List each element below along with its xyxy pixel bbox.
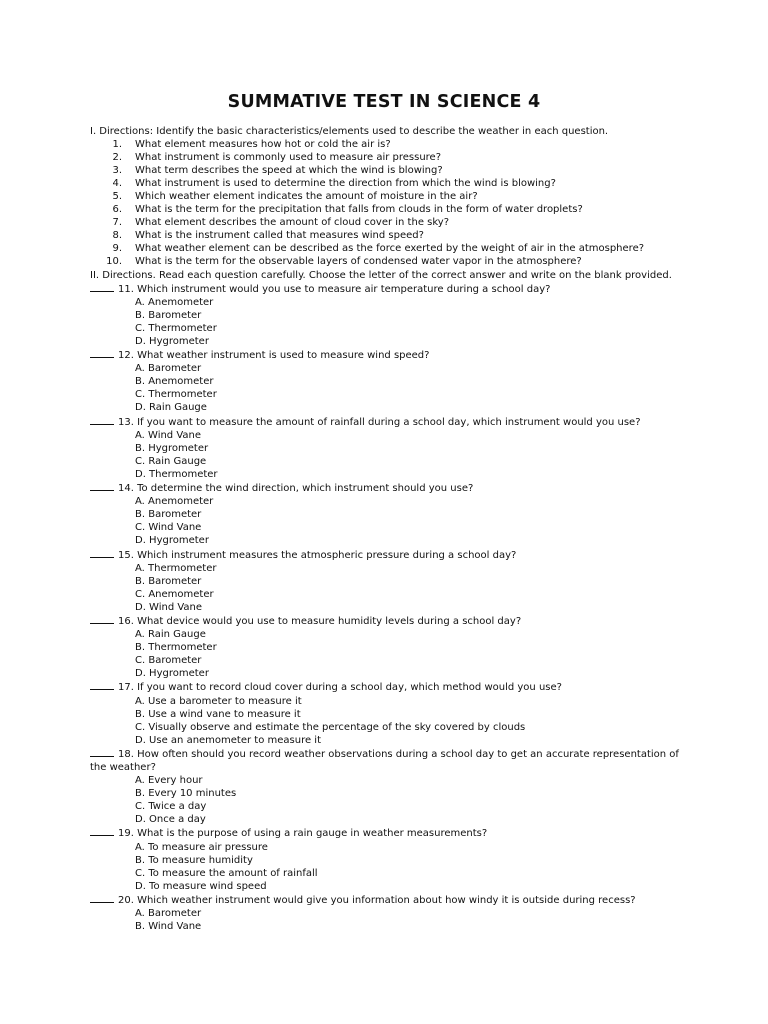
option-b: B. Use a wind vane to measure it: [135, 708, 301, 720]
item-text: What instrument is commonly used to measure air pressure?: [135, 151, 442, 163]
item-number: 9.: [112, 243, 122, 255]
question-14: [90, 481, 690, 495]
item-text: What is the term for the observable layers of condensed water vapor in the atmosphere?: [135, 256, 582, 268]
option-b: B. Barometer: [135, 309, 202, 321]
list-item: [90, 138, 690, 151]
question-20: [90, 893, 690, 907]
option-c: C. To measure the amount of rainfall: [135, 867, 318, 879]
list-item: [90, 229, 690, 242]
question-17: [90, 680, 690, 694]
list-item: [90, 164, 690, 177]
list-item: [90, 203, 690, 216]
option-c: C. Thermometer: [135, 322, 217, 334]
item-text: What term describes the speed at which the wind is blowing?: [135, 164, 443, 176]
test-body: [90, 125, 690, 934]
question-text: 18. How often should you record weather observations during a school day to get an accurate representation of the weather?: [90, 748, 679, 773]
item-text: What instrument is used to determine the direction from which the wind is blowing?: [135, 177, 556, 189]
option-c: C. Barometer: [135, 655, 202, 667]
part1-directions: I. Directions: Identify the basic characteristics/elements used to describe the weather in each question.: [90, 125, 609, 137]
item-number: 10.: [106, 256, 122, 268]
list-item: [90, 151, 690, 164]
option-a: A. Anemometer: [135, 496, 214, 508]
question-text: 16. What device would you use to measure humidity levels during a school day?: [118, 615, 522, 627]
item-number: 3.: [112, 164, 122, 176]
part2-directions: II. Directions. Read each question carefully. Choose the letter of the correct answer and write on the blank provided.: [90, 269, 672, 281]
item-text: What is the term for the precipitation that falls from clouds in the form of water droplets?: [135, 204, 583, 216]
option-b: B. Wind Vane: [135, 921, 202, 933]
option-a: A. Wind Vane: [135, 429, 202, 441]
answer-blank: [90, 680, 114, 690]
option-d: D. Hygrometer: [135, 535, 209, 547]
answer-blank: [90, 614, 114, 624]
option-a: A. Barometer: [135, 908, 202, 920]
item-text: What is the instrument called that measures wind speed?: [135, 230, 424, 242]
page-title: SUMMATIVE TEST IN SCIENCE 4: [227, 92, 541, 112]
option-c: C. Twice a day: [135, 801, 207, 813]
item-number: 2.: [112, 151, 122, 163]
option-a: A. Anemometer: [135, 296, 214, 308]
list-item: [90, 190, 690, 203]
option-d: D. Rain Gauge: [135, 402, 207, 414]
answer-blank: [90, 348, 114, 358]
option-a: A. Use a barometer to measure it: [135, 695, 302, 707]
option-d: D. Hygrometer: [135, 668, 209, 680]
question-16: [90, 614, 690, 628]
question-13: [90, 415, 690, 429]
option-d: D. To measure wind speed: [135, 880, 267, 892]
option-b: B. Hygrometer: [135, 442, 209, 454]
item-number: 1.: [112, 138, 122, 150]
answer-blank: [90, 481, 114, 491]
question-15: [90, 548, 690, 562]
question-12: [90, 348, 690, 362]
item-text: What element measures how hot or cold the air is?: [135, 138, 391, 150]
question-text: 14. To determine the wind direction, which instrument should you use?: [118, 483, 474, 495]
item-number: 8.: [112, 230, 122, 242]
item-number: 6.: [112, 204, 122, 216]
item-text: What weather element can be described as the force exerted by the weight of air in the atmosphere?: [135, 243, 645, 255]
option-b: B. Every 10 minutes: [135, 788, 237, 800]
option-c: C. Wind Vane: [135, 522, 202, 534]
option-a: A. Thermometer: [135, 562, 217, 574]
option-d: D. Wind Vane: [135, 601, 203, 613]
list-item: [90, 177, 690, 190]
list-item: [90, 242, 690, 255]
question-text: 11. Which instrument would you use to measure air temperature during a school day?: [118, 283, 551, 295]
answer-blank: [90, 826, 114, 836]
option-b: B. Barometer: [135, 575, 202, 587]
question-text: 17. If you want to record cloud cover during a school day, which method would you use?: [118, 682, 562, 694]
question-text: 15. Which instrument measures the atmospheric pressure during a school day?: [118, 549, 517, 561]
option-c: C. Thermometer: [135, 389, 217, 401]
list-item: [90, 216, 690, 229]
question-text: 13. If you want to measure the amount of rainfall during a school day, which instrument would you use?: [118, 416, 641, 428]
question-11: [90, 282, 690, 296]
answer-blank: [90, 548, 114, 558]
question-18: [90, 747, 690, 774]
question-text: 20. Which weather instrument would give you information about how windy it is outside during recess?: [118, 894, 636, 906]
option-a: A. Rain Gauge: [135, 629, 206, 641]
option-c: C. Rain Gauge: [135, 455, 207, 467]
question-19: [90, 826, 690, 840]
option-b: B. Anemometer: [135, 376, 214, 388]
option-d: D. Hygrometer: [135, 336, 209, 347]
option-b: B. Barometer: [135, 509, 202, 521]
item-number: 7.: [112, 217, 122, 229]
item-number: 4.: [112, 177, 122, 189]
item-text: What element describes the amount of cloud cover in the sky?: [135, 217, 450, 229]
item-number: 5.: [112, 190, 122, 202]
option-b: B. Thermometer: [135, 642, 217, 654]
answer-blank: [90, 893, 114, 903]
option-c: C. Anemometer: [135, 588, 214, 600]
option-a: A. To measure air pressure: [135, 841, 268, 853]
option-a: A. Every hour: [135, 775, 203, 787]
answer-blank: [90, 282, 114, 292]
item-text: Which weather element indicates the amount of moisture in the air?: [135, 190, 478, 202]
question-text: 12. What weather instrument is used to measure wind speed?: [118, 350, 430, 362]
list-item: [90, 255, 690, 268]
answer-blank: [90, 747, 114, 757]
option-d: D. Thermometer: [135, 468, 218, 480]
answer-blank: [90, 415, 114, 425]
option-d: D. Use an anemometer to measure it: [135, 734, 322, 746]
option-d: D. Once a day: [135, 814, 206, 826]
option-b: B. To measure humidity: [135, 854, 253, 866]
option-a: A. Barometer: [135, 363, 202, 375]
option-c: C. Visually observe and estimate the percentage of the sky covered by clouds: [135, 721, 526, 733]
question-text: 19. What is the purpose of using a rain gauge in weather measurements?: [118, 828, 488, 840]
